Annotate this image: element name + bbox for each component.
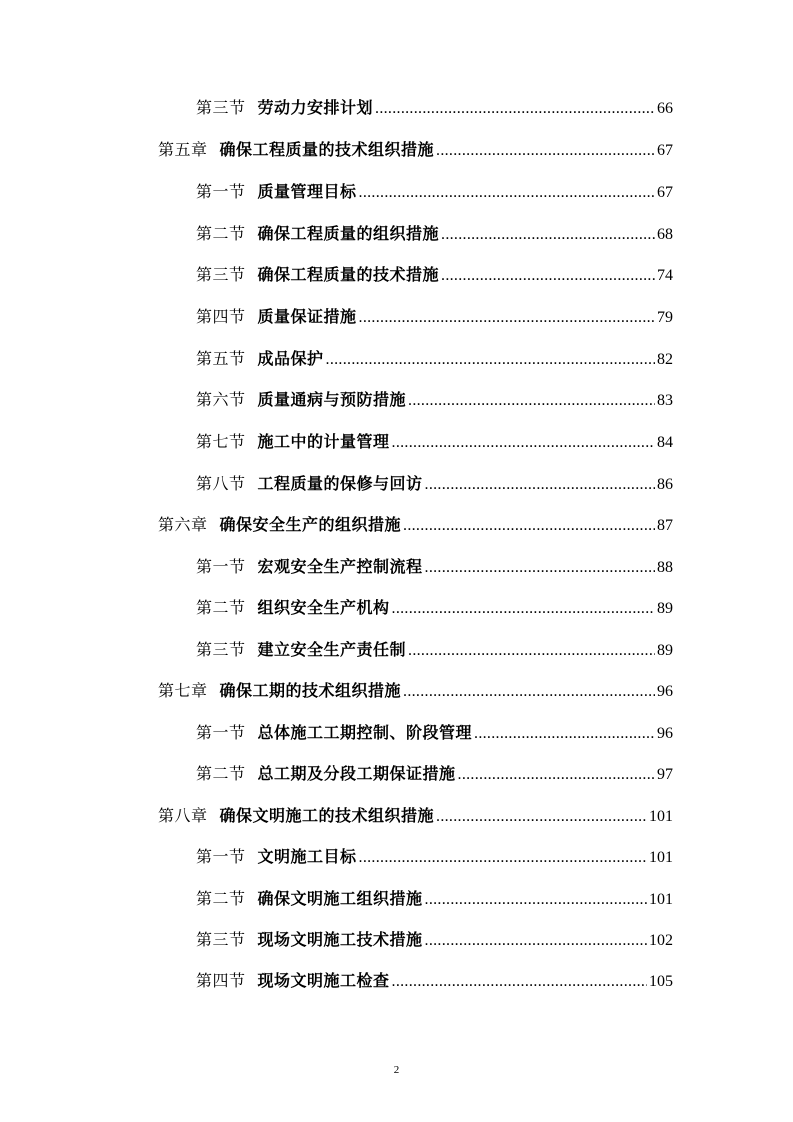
toc-entry-title: 建立安全生产责任制 (257, 640, 407, 659)
toc-entry-prefix: 第三节 (196, 640, 246, 659)
toc-entry-prefix: 第三节 (196, 98, 246, 117)
toc-entry-title: 质量保证措施 (257, 307, 357, 326)
toc-entry[interactable] (196, 428, 673, 456)
toc-entry-prefix: 第五章 (158, 140, 208, 159)
toc-entry-title: 确保工程质量的技术措施 (257, 265, 440, 284)
toc-entry[interactable] (196, 719, 673, 747)
toc-entry-title: 确保工程质量的组织措施 (257, 224, 440, 243)
toc-entry-chapter[interactable] (158, 511, 673, 539)
toc-entry-page: 67 (657, 184, 673, 201)
toc-dot-leader (359, 304, 655, 332)
toc-entry[interactable] (196, 178, 673, 206)
toc-entry[interactable] (196, 885, 673, 913)
toc-entry-prefix: 第八节 (196, 474, 246, 493)
toc-dot-leader (326, 346, 655, 374)
toc-entry-prefix: 第二节 (196, 598, 246, 617)
toc-entry-prefix: 第一节 (196, 723, 246, 742)
toc-entry-prefix: 第二节 (196, 889, 246, 908)
toc-dot-leader (425, 471, 655, 499)
toc-dot-leader (359, 179, 655, 207)
toc-entry-page: 89 (657, 600, 673, 617)
toc-entry[interactable] (196, 553, 673, 581)
toc-entry-title: 施工中的计量管理 (257, 432, 390, 451)
toc-entry-prefix: 第一节 (196, 847, 246, 866)
toc-entry-prefix: 第七节 (196, 432, 246, 451)
toc-dot-leader (375, 95, 655, 123)
toc-entry-chapter[interactable] (158, 802, 673, 830)
toc-entry-page: 83 (657, 392, 673, 409)
toc-entry[interactable] (196, 760, 673, 788)
toc-entry[interactable] (196, 303, 673, 331)
toc-entry[interactable] (196, 94, 673, 122)
toc-entry-prefix: 第八章 (158, 806, 208, 825)
toc-entry-title: 组织安全生产机构 (257, 598, 390, 617)
toc-entry-page: 87 (657, 517, 673, 534)
toc-entry-prefix: 第七章 (158, 681, 208, 700)
toc-entry[interactable] (196, 636, 673, 664)
toc-entry-prefix: 第二节 (196, 224, 246, 243)
toc-dot-leader (458, 761, 655, 789)
toc-entry-prefix: 第三节 (196, 930, 246, 949)
toc-dot-leader (392, 595, 655, 623)
toc-entry-page: 86 (657, 476, 673, 493)
toc-entry-title: 质量通病与预防措施 (257, 390, 407, 409)
toc-entry-chapter[interactable] (158, 677, 673, 705)
toc-entry-title: 确保安全生产的组织措施 (219, 515, 402, 534)
toc-entry-prefix: 第六章 (158, 515, 208, 534)
toc-entry[interactable] (196, 345, 673, 373)
page-number: 2 (393, 1064, 400, 1076)
toc-entry-page: 79 (657, 309, 673, 326)
toc-dot-leader (359, 844, 647, 872)
toc-entry-page: 82 (657, 351, 673, 368)
toc-entry-page: 105 (649, 973, 673, 990)
toc-entry-title: 宏观安全生产控制流程 (257, 557, 423, 576)
toc-entry-title: 工程质量的保修与回访 (257, 474, 423, 493)
toc-entry-title: 总工期及分段工期保证措施 (257, 764, 456, 783)
toc-entry-page: 96 (657, 683, 673, 700)
toc-entry-page: 96 (657, 725, 673, 742)
toc-dot-leader (392, 429, 655, 457)
toc-dot-leader (403, 512, 655, 540)
toc-entry-page: 102 (649, 932, 673, 949)
toc-dot-leader (436, 803, 647, 831)
toc-entry[interactable] (196, 843, 673, 871)
toc-entry-chapter[interactable] (158, 136, 673, 164)
toc-entry[interactable] (196, 220, 673, 248)
toc-entry-title: 质量管理目标 (257, 182, 357, 201)
toc-entry-page: 67 (657, 142, 673, 159)
toc-entry-page: 101 (649, 891, 673, 908)
toc-dot-leader (392, 968, 647, 996)
toc-entry-title: 成品保护 (257, 349, 324, 368)
toc-entry[interactable] (196, 261, 673, 289)
toc-entry-page: 101 (649, 849, 673, 866)
toc-entry-page: 74 (657, 267, 673, 284)
toc-dot-leader (425, 927, 647, 955)
toc-entry-title: 确保工程质量的技术组织措施 (219, 140, 435, 159)
toc-entry-page: 88 (657, 559, 673, 576)
toc-dot-leader (408, 637, 655, 665)
toc-dot-leader (441, 262, 655, 290)
toc-entry-prefix: 第五节 (196, 349, 246, 368)
toc-dot-leader (474, 720, 655, 748)
toc-entry-title: 现场文明施工检查 (257, 971, 390, 990)
toc-entry-page: 66 (657, 100, 673, 117)
toc-entry-title: 确保文明施工的技术组织措施 (219, 806, 435, 825)
toc-dot-leader (436, 137, 655, 165)
toc-entry-title: 确保文明施工组织措施 (257, 889, 423, 908)
toc-entry-prefix: 第一节 (196, 557, 246, 576)
toc-entry[interactable] (196, 470, 673, 498)
toc-entry-title: 文明施工目标 (257, 847, 357, 866)
toc-entry-title: 确保工期的技术组织措施 (219, 681, 402, 700)
toc-entry-page: 84 (657, 434, 673, 451)
toc-dot-leader (441, 221, 655, 249)
toc-entry[interactable] (196, 386, 673, 414)
toc-dot-leader (403, 678, 655, 706)
toc-entry-prefix: 第六节 (196, 390, 246, 409)
toc-entry[interactable] (196, 594, 673, 622)
toc-entry-title: 总体施工工期控制、阶段管理 (257, 723, 473, 742)
toc-entry-page: 68 (657, 226, 673, 243)
toc-entry[interactable] (196, 967, 673, 995)
toc-entry-page: 101 (649, 808, 673, 825)
toc-dot-leader (425, 886, 647, 914)
toc-entry-prefix: 第四节 (196, 307, 246, 326)
toc-entry-page: 89 (657, 642, 673, 659)
toc-entry-title: 劳动力安排计划 (257, 98, 374, 117)
toc-entry-title: 现场文明施工技术措施 (257, 930, 423, 949)
toc-entry-prefix: 第二节 (196, 764, 246, 783)
toc-dot-leader (408, 387, 655, 415)
toc-entry-page: 97 (657, 766, 673, 783)
toc-entry-prefix: 第一节 (196, 182, 246, 201)
toc-entry-prefix: 第四节 (196, 971, 246, 990)
toc-entry[interactable] (196, 926, 673, 954)
toc-entry-prefix: 第三节 (196, 265, 246, 284)
toc-dot-leader (425, 554, 655, 582)
